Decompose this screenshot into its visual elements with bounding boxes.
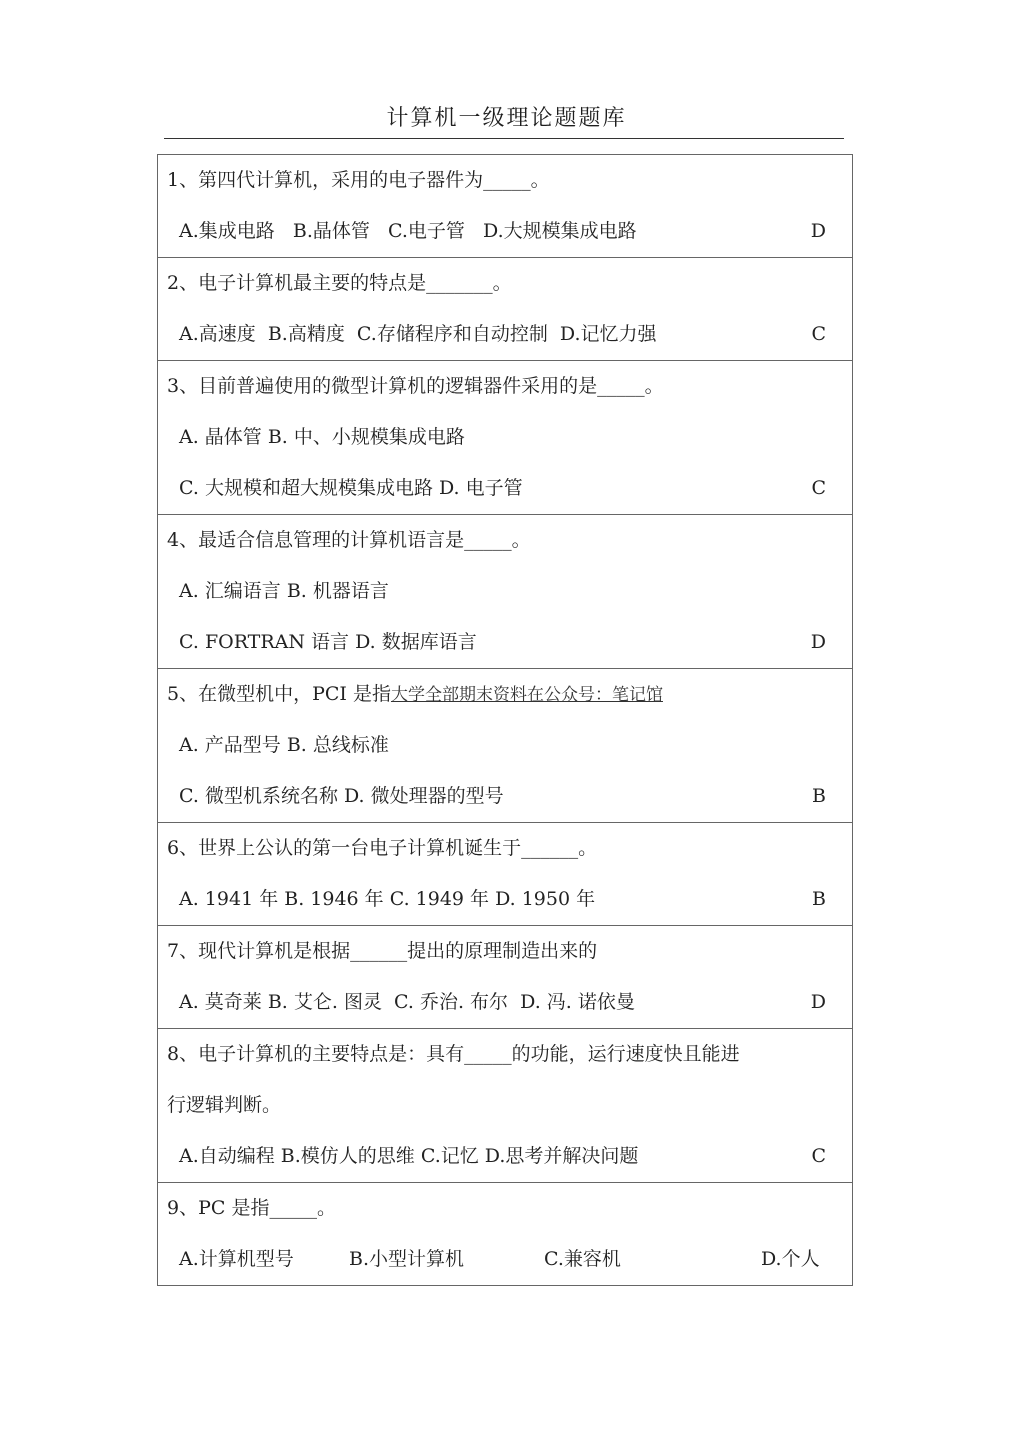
question-options: [158, 977, 852, 1028]
answer-label: D: [810, 631, 826, 653]
question-stem: 6、世界上公认的第一台电子计算机诞生于______。: [167, 837, 598, 859]
question-3: [158, 360, 852, 514]
options-text: C. FORTRAN 语言 D. 数据库语言: [179, 631, 477, 653]
question-stem: 7、现代计算机是根据______提出的原理制造出来的: [167, 940, 598, 962]
answer-label: D: [810, 220, 826, 242]
question-stem: 1、第四代计算机，采用的电子器件为_____。: [167, 169, 550, 191]
option-d: D.个人: [761, 1248, 820, 1270]
options-text: A. 1941 年 B. 1946 年 C. 1949 年 D. 1950 年: [179, 888, 596, 910]
question-stem: [158, 669, 852, 720]
answer-label: B: [812, 888, 826, 910]
option-c: C.兼容机: [544, 1248, 621, 1270]
question-options: [158, 1234, 852, 1285]
question-options: [158, 463, 852, 514]
question-stem: 4、最适合信息管理的计算机语言是_____。: [167, 529, 531, 551]
watermark-text: 大学全部期末资料在公众号：笔记馆: [390, 685, 663, 705]
option-b: B.小型计算机: [349, 1248, 465, 1270]
options-text: A. 晶体管 B. 中、小规模集成电路: [179, 426, 465, 448]
options-text: A. 汇编语言 B. 机器语言: [179, 580, 389, 602]
answer-label: D: [810, 991, 826, 1013]
question-4: [158, 514, 852, 668]
option-a: A.计算机型号: [179, 1248, 294, 1270]
question-options: [158, 206, 852, 257]
options-text: A.自动编程 B.模仿人的思维 C.记忆 D.思考并解决问题: [179, 1145, 639, 1167]
answer-label: B: [812, 785, 826, 807]
question-options: [158, 566, 852, 617]
question-stem: 2、电子计算机最主要的特点是_______。: [167, 272, 512, 294]
question-9: [158, 1182, 852, 1285]
options-text: A.集成电路 B.晶体管 C.电子管 D.大规模集成电路: [179, 220, 637, 242]
question-options: [158, 720, 852, 771]
question-table: [157, 154, 853, 1286]
question-options: [158, 874, 852, 925]
question-options: [158, 412, 852, 463]
options-text: A. 产品型号 B. 总线标准: [179, 734, 389, 756]
answer-label: C: [811, 1145, 826, 1167]
page-title: 计算机一级理论题题库: [386, 106, 627, 131]
options-text: A. 莫奇莱 B. 艾仑. 图灵 C. 乔治. 布尔 D. 冯. 诺依曼: [179, 991, 635, 1013]
answer-label: C: [811, 323, 826, 345]
question-6: [158, 822, 852, 925]
question-1: [158, 155, 852, 257]
question-stem-continued: 行逻辑判断。: [167, 1094, 282, 1116]
options-text: A.高速度 B.高精度 C.存储程序和自动控制 D.记忆力强: [179, 323, 657, 345]
question-options: [158, 309, 852, 360]
question-options: [158, 617, 852, 668]
options-text: C. 微型机系统名称 D. 微处理器的型号: [179, 785, 504, 807]
question-stem: 3、目前普遍使用的微型计算机的逻辑器件采用的是_____。: [167, 375, 664, 397]
question-stem: 8、电子计算机的主要特点是：具有_____的功能，运行速度快且能进: [167, 1043, 740, 1065]
question-options: [158, 771, 852, 822]
question-7: [158, 925, 852, 1028]
title-underline: [164, 138, 844, 139]
options-text: C. 大规模和超大规模集成电路 D. 电子管: [179, 477, 523, 499]
question-8: [158, 1028, 852, 1182]
question-5: [158, 668, 852, 822]
question-options: [158, 1131, 852, 1182]
question-stem: 9、PC 是指_____。: [167, 1197, 336, 1219]
question-stem-text: 5、在微型机中，PCI 是指: [167, 683, 391, 705]
answer-label: C: [811, 477, 826, 499]
question-2: [158, 257, 852, 360]
